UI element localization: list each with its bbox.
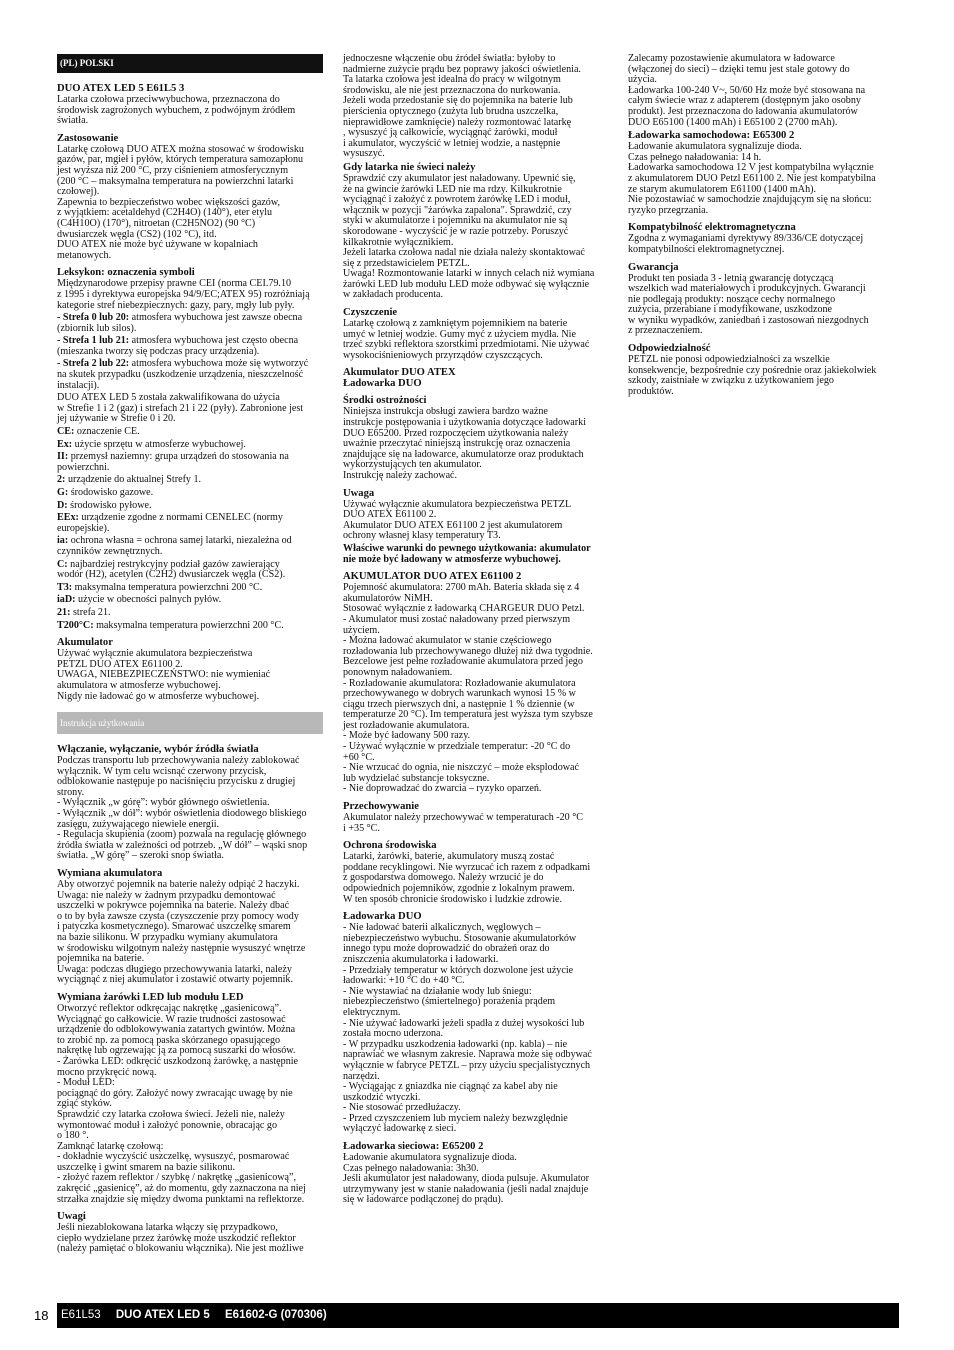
- definition-text: środowisko gazowe.: [68, 487, 154, 498]
- language-header: (PL) POLSKI: [57, 54, 323, 73]
- definition-term: Ex:: [57, 438, 73, 450]
- section-heading: Środki ostrożności: [343, 395, 427, 407]
- paragraph: Latarki, żarówki, baterie, akumulatory muszą zostać poddane recyklingowi. Nie wyrzucać ich razem z odpadkami z gospodarstwa domowego. Należy wrzucić je do odpowiednich pojemników, zgodnie z lokalnym prawem. W ten sposób chronicie środowisko i ludzkie zdrowie.: [343, 851, 591, 905]
- definition-item: [57, 313, 323, 334]
- definition-text: najbardziej restrykcyjny podział gazów zawierający wodór (H2), acetylen (C2H2) dwusiarczek węgla (CS2).: [57, 558, 286, 581]
- section-heading: Akumulator DUO ATEX Ładowarka DUO: [343, 367, 456, 390]
- definition-text: atmosfera wybuchowa może się wytworzyć na skutek przypadku (uszkodzenie urządzenia, nieszczelność instalacji).: [57, 358, 309, 391]
- definition-text: maksymalna temperatura powierzchni 200 °C.: [93, 619, 284, 631]
- definition-term: T3:: [57, 581, 73, 593]
- definition-item: [57, 513, 323, 534]
- definition-text: użycie sprzętu w atmosferze wybuchowej.: [72, 438, 246, 450]
- paragraph: Produkt ten posiada 3 - letnią gwarancję dotyczącą wszelkich wad materiałowych i produkcyjnych. Gwarancji nie podlegają produkty: noszące cechy normalnego zużycia, przerabiane i modyfikowane, uszkodzone w wyniku wypadków, zaniedbań i zastosowań niezgodnych z przeznaczeniem.: [628, 272, 869, 337]
- definition-text: atmosfera wybuchowa jest zawsze obecna (zbiornik lub silos).: [57, 312, 303, 334]
- definition-term: iaD:: [57, 594, 76, 606]
- definition-term: 2:: [57, 474, 66, 486]
- definition-text: użycie w obecności palnych pyłów.: [75, 594, 222, 606]
- definition-item: [57, 475, 323, 486]
- section-heading: Kompatybilność elektromagnetyczna: [628, 222, 796, 234]
- definition-item: [57, 536, 323, 557]
- paragraph: Niniejsza instrukcja obsługi zawiera bardzo ważne instrukcje postępowania i użytkowania dotyczące ładowarki DUO E65200. Przed rozpoczęciem użytkowania należy uważnie przeczytać niniejszą instrukcję oraz oznaczenia znajdujące się na ładowarce, akumulatorze oraz produktach wykorzystujących ten akumulator. Instrukcję należy zachować.: [343, 406, 587, 481]
- section-heading: Ochrona środowiska: [343, 840, 437, 852]
- section-heading: Uwagi: [57, 1211, 86, 1223]
- definition-term: II:: [57, 451, 69, 463]
- definition-item: [57, 583, 323, 594]
- paragraph: Używać wyłącznie akumulatora bezpieczeństwa PETZL DUO ATEX E61100 2. Akumulator DUO ATEX E61100 2 jest akumulatorem ochrony własnej klasy temperatury T3.: [343, 498, 572, 542]
- paragraph: PETZL nie ponosi odpowiedzialności za wszelkie konsekwencje, bezpośrednie czy pośrednie oraz jakiekolwiek szkody, zaistniałe w związku z użytkowaniem jego produktów.: [628, 354, 877, 397]
- section-heading: Wymiana żarówki LED lub modułu LED: [57, 991, 244, 1003]
- section-heading: Wymiana akumulatora: [57, 868, 163, 880]
- column-2: [343, 54, 609, 1208]
- definition-item: [57, 501, 323, 512]
- definition-text: przemysł naziemny: grupa urządzeń do stosowania na powierzchni.: [57, 451, 289, 473]
- definition-term: Właściwe warunki do pewnego użytkowania: akumulator nie może być ładowany w atmosferze wybuchowej.: [343, 542, 591, 565]
- paragraph: Zgodna z wymaganiami dyrektywy 89/336/CE dotyczącej kompatybilności elektromagnetycznej.: [628, 233, 864, 255]
- section-heading: DUO ATEX LED 5 E61L5 3: [57, 83, 185, 94]
- definition-text: urządzenie do aktualnej Strefy 1.: [65, 474, 202, 486]
- definition-text: maksymalna temperatura powierzchni 200 °C.: [72, 581, 263, 593]
- section-heading: Gdy latarka nie świeci należy: [343, 161, 476, 173]
- section-heading: Ładowarka DUO: [343, 911, 422, 923]
- definition-item: [57, 336, 323, 357]
- definition-term: G:: [57, 487, 69, 498]
- definition-item: [57, 359, 323, 391]
- paragraph: Jeśli niezablokowana latarka włączy się przypadkowo, ciepło wydzielane przez żarówkę może uszkodzić reflektor (należy pamiętać o blokowaniu włącznika). Nie jest możliwe: [57, 1222, 304, 1255]
- definition-text: strefa 21.: [70, 606, 111, 618]
- definition-item: [57, 427, 323, 438]
- column-3: [628, 54, 894, 399]
- section-heading: AKUMULATOR DUO ATEX E61100 2: [343, 571, 522, 583]
- paragraph: Używać wyłącznie akumulatora bezpieczeństwa PETZL DUO ATEX E61100 2. UWAGA, NIEBEZPIECZEŃSTWO: nie wymieniać akumulatora w atmosferze wybuchowej. Nigdy nie ładować go w atmosferze wybuchowej.: [57, 648, 271, 702]
- section-heading: Ładowarka sieciowa: E65200 2: [343, 1141, 484, 1153]
- paragraph: Otworzyć reflektor odkręcając nakrętkę „gasienicową”. Wyciągnąć go całkowicie. W razie trudności zastosować urządzenie do odblokowywania zatartych gwintów. Można to zrobić np. za pomocą paska skórzanego opasującego nakrętkę lub ogrzewając ją za pomocą suszarki do włosów. - Żarówka LED: odkręcić uszkodzoną żarówkę, a następnie mocno przykręcić nową. - Moduł LED: pociągnąć do góry. Założyć nowy zwracając uwagę by nie zgiąć styków. Sprawdzić czy latarka czołowa świeci. Jeżeli nie, należy wymontować moduł i założyć ponownie, obracając go o 180 °. Zamknąć latarkę czołową: - dokładnie wyczyścić uszczelkę, wysuszyć, posmarować uszczelkę i gwint smarem na bazie silikonu. - złożyć razem reflektor / szybkę / nakrętkę „gasienicową”, zakręcić „gasienicę”, aż do momentu, gdy zaznaczona na niej strzałka znajdzie się między dwoma punktami na reflektorze.: [57, 1002, 306, 1205]
- paragraph: jednoczesne włączenie obu źródeł światła: byłoby to nadmierne zużycie prądu bez poprawy jakości oświetlenia. Ta latarka czołowa jest idealna do pracy w wilgotnym środowisku, ale nie jest przeznaczona do nurkowania. Jeżeli woda przedostanie się do pojemnika na baterie lub pierścienia optycznego (zużyta lub brudna uszczelka, nieprawidłowe zamknięcie) należy rozmontować latarkę , wysuszyć ją całkowicie, wyciągnąć żarówki, moduł i akumulator, wyczyścić w letniej wodzie, a następnie wysuszyć.: [343, 53, 581, 160]
- paragraph: Pojemność akumulatora: 2700 mAh. Bateria składa się z 4 akumulatorów NiMH. Stosować wyłącznie z ładowarką CHARGEUR DUO Petzl. - Akumulator musi zostać naładowany przed pierwszym użyciem. - Można ładować akumulator w stanie częściowego rozładowania lub przechowywanego dłużej niż dwa tygodnie. Bezcelowe jest pełne rozładowanie akumulatora przed jego ponownym naładowaniem. - Rozładowanie akumulatora: Rozładowanie akumulatora przechowywanego w dobrych warunkach wynosi 15 % w ciągu trzech pierwszych dni, a następnie 1 % dziennie (w temperaturze 20 °C). Im temperatura jest wyższa tym szybsze jest rozładowanie akumulatora. - Może być ładowany 500 razy. - Używać wyłącznie w przedziale temperatur: -20 °C do +60 °C. - Nie wrzucać do ognia, nie niszczyć – może eksplodować lub wydzielać substancje toksyczne. - Nie doprowadzać do zwarcia – ryzyko oparzeń.: [343, 582, 593, 795]
- definition-item: [57, 621, 323, 632]
- definition-item: [57, 560, 323, 581]
- section-bar: Instrukcja użytkowania: [57, 712, 323, 734]
- section-heading: Ładowarka samochodowa: E65300 2: [628, 130, 795, 142]
- paragraph: Zalecamy pozostawienie akumulatora w ładowarce (włączonej do sieci) – dzięki temu jest stale gotowy do użycia. Ładowarka 100-240 V~, 50/60 Hz może być stosowana na całym świecie wraz z adapterem (dostępnym jako osobny produkt). Jest przeznaczona do ładowania akumulatorów DUO E65100 (1400 mAh) i E65100 2 (2700 mAh).: [628, 53, 866, 128]
- definition-text: urządzenie zgodne z normami CENELEC (normy europejskie).: [57, 512, 283, 534]
- definition-text: środowisko pyłowe.: [67, 499, 152, 511]
- definition-term: 21:: [57, 606, 71, 618]
- definition-term: EEx:: [57, 512, 79, 524]
- definition-text: oznaczenie CE.: [74, 426, 140, 438]
- definition-item: [57, 440, 323, 451]
- footer-ref: E61602-G (070306): [225, 1309, 327, 1321]
- definition-term: CE:: [57, 426, 75, 438]
- section-heading: Zastosowanie: [57, 132, 119, 144]
- paragraph: Ładowanie akumulatora sygnalizuje dioda. Czas pełnego naładowania: 14 h. Ładowarka samochodowa 12 V jest kompatybilna wyłącznie z akumulatorem DUO Petzl E61100 2. Nie jest kompatybilna ze starym akumulatorem E61100 (1400 mAh). Nie pozostawiać w samochodzie znajdującym się na słońcu: ryzyko przegrzania.: [628, 141, 876, 216]
- definition-item: [57, 452, 323, 473]
- footer-bar: [57, 1303, 899, 1328]
- column-1: [57, 54, 323, 1257]
- paragraph: Sprawdzić czy akumulator jest naładowany. Upewnić się, że na gwincie żarówki LED nie ma rdzy. Kilkukrotnie wyciągnąć i założyć z powrotem żarówkę LED i moduł, włącznik w pozycji "żarówka zapalona". Sprawdzić, czy styki w akumulatorze i pojemniku na akumulator nie są skorodowane - wyczyścić je w razie potrzeby. Poruszyć kilkakrotnie wyłącznikiem. Jeżeli latarka czołowa nadal nie działa należy skontaktować się z przedstawicielem PETZL. Uwaga! Rozmontowanie latarki w innych celach niż wymiana żarówki LED lub modułu LED może odbywać się wyłącznie w zakładach producenta.: [343, 172, 595, 301]
- page-number: 18: [34, 1308, 49, 1323]
- definition-item: [57, 488, 323, 499]
- paragraph: Międzynarodowe przepisy prawne CEI (norma CEI.79.10 z 1995 i dyrektywa europejska 94/9/EC;ATEX 95) rozróżniają kategorie stref niebezpiecznych: gazy, pary, mgły lub pyły.: [57, 278, 310, 311]
- definition-term: T200°C:: [57, 619, 94, 631]
- section-heading: Akumulator: [57, 637, 113, 649]
- paragraph: Latarka czołowa przeciwwybuchowa, przeznaczona do środowisk zagrożonych wybuchem, z podwójnym źródłem światła.: [57, 94, 296, 127]
- paragraph: Aby otworzyć pojemnik na baterie należy odpiąć 2 haczyki. Uwaga: nie należy w żadnym przypadku demontować uszczelki w pokrywce pojemnika na baterie. Należy dbać o to by była zawsze czysta (czyszczenie przy pomocy wody i patyczka kosmetycznego). Smarować uszczelkę smarem na bazie silikonu. W przypadku wymiany akumulatora w środowisku wilgotnym należy następnie wysuszyć wnętrze pojemnika na baterie. Uwaga: podczas długiego przechowywania latarki, należy wyciągnąć z niej akumulator i zostawić otwarty pojemnik.: [57, 879, 306, 986]
- definition-text: atmosfera wybuchowa jest często obecna (mieszanka tworzy się podczas pracy urządzenia).: [57, 335, 299, 357]
- paragraph: - Nie ładować baterii alkalicznych, węglowych – niebezpieczeństwo wybuchu. Stosowanie akumulatorków innego typu może doprowadzić do obrażeń oraz do zniszczenia akumulatorka i ładowarki. - Przedziały temperatur w których dozwolone jest użycie ładowarki: +10 °C do +40 °C. - Nie wystawiać na działanie wody lub śniegu: niebezpieczeństwo (śmiertelnego) porażenia prądem elektrycznym. - Nie używać ładowarki jeżeli spadła z dużej wysokości lub została mocno uderzona. - W przypadku uszkodzenia ładowarki (np. kabla) – nie naprawiać we własnym zakresie. Naprawa może się odbywać wyłącznie w fabryce PETZL – przy użyciu specjalistycznych narzędzi. - Wyciągając z gniazdka nie ciągnąć za kabel aby nie uszkodzić wtyczki. - Nie stosować przedłużaczy. - Przed czyszczeniem lub myciem należy bezwzględnie wyłączyć ładowarkę z sieci.: [343, 922, 592, 1135]
- definition-item: [57, 595, 323, 606]
- paragraph: Latarkę czołową DUO ATEX można stosować w środowisku gazów, par, mgieł i pyłów, których temperatura samozapłonu jest wyższa niż 200 °C, przy ciśnieniem atmosferycznym (200 °C – maksymalna temperatura na powierzchni latarki czołowej). Zapewnia to bezpieczeństwo wobec większości gazów, z wyjątkiem: acetaldehyd (C2H4O) (140°), eter etylu (C4H10O) (170°), nitroetan (C2H5NO2) (90 °C) dwusiarczek węgla (CS2) (102 °C), itd. DUO ATEX nie może być używane w kopalniach metanowych.: [57, 143, 304, 261]
- paragraph: DUO ATEX LED 5 została zakwalifikowana do użycia w Strefie 1 i 2 (gaz) i strefach 21 i 22 (pyły). Zabronione jest jej używanie w Strefie 0 i 20.: [57, 392, 304, 425]
- footer-title: DUO ATEX LED 5: [115, 1309, 210, 1321]
- section-heading: Włączanie, wyłączanie, wybór źródła światła: [57, 744, 259, 756]
- definition-item: [343, 544, 609, 565]
- definition-term: C:: [57, 558, 68, 570]
- section-heading: Przechowywanie: [343, 801, 419, 813]
- section-heading: Czyszczenie: [343, 307, 398, 319]
- paragraph: Akumulator należy przechowywać w temperaturach -20 °C i +35 °C.: [343, 812, 584, 834]
- definition-term: ia:: [57, 535, 69, 547]
- paragraph: Ładowanie akumulatora sygnalizuje dioda. Czas pełnego naładowania: 3h30. Jeśli akumulator jest naładowany, dioda pulsuje. Akumulator utrzymywany jest w stanie naładowania (jeśli nadal znajduje się w ładowarce podłączonej do prądu).: [343, 1152, 590, 1206]
- section-heading: Uwaga: [343, 487, 375, 499]
- definition-term: - Strefa 2 lub 22:: [57, 358, 130, 370]
- definition-term: - Strefa 1 lub 21:: [57, 335, 130, 347]
- section-heading: Odpowiedzialność: [628, 343, 711, 355]
- paragraph: Podczas transportu lub przechowywania należy zablokować wyłącznik. W tym celu wcisnąć czerwony przycisk, odblokowanie następuje po naciśnięciu przycisku z drugiej strony. - Wyłącznik „w górę”: wybór głównego oświetlenia. - Wyłącznik „w dół”: wybór oświetlenia diodowego bliskiego zasięgu, zużywającego niewiele energii. - Regulacja skupienia (zoom) pozwala na regulację głównego źródła światła w zależności od potrzeb. „W dół” – wąski snop światła. „W górę” – szeroki snop światła.: [57, 755, 308, 862]
- definition-term: D:: [57, 499, 68, 511]
- definition-term: - Strefa 0 lub 20:: [57, 312, 130, 324]
- paragraph: Latarkę czołową z zamkniętym pojemnikiem na baterie umyć w letniej wodzie. Gumy myć z użyciem mydła. Nie trzeć szybki reflektora szorstkimi przedmiotami. Nie używać wysokociśnieniowych przyrządów czyszczących.: [343, 318, 590, 361]
- definition-text: ochrona własna = ochrona samej latarki, niezależna od czynników zewnętrznych.: [57, 535, 292, 557]
- footer-code: E61L53: [61, 1309, 101, 1321]
- section-heading: Gwarancja: [628, 261, 679, 273]
- definition-item: [57, 608, 323, 619]
- section-heading: Leksykon: oznaczenia symboli: [57, 267, 195, 279]
